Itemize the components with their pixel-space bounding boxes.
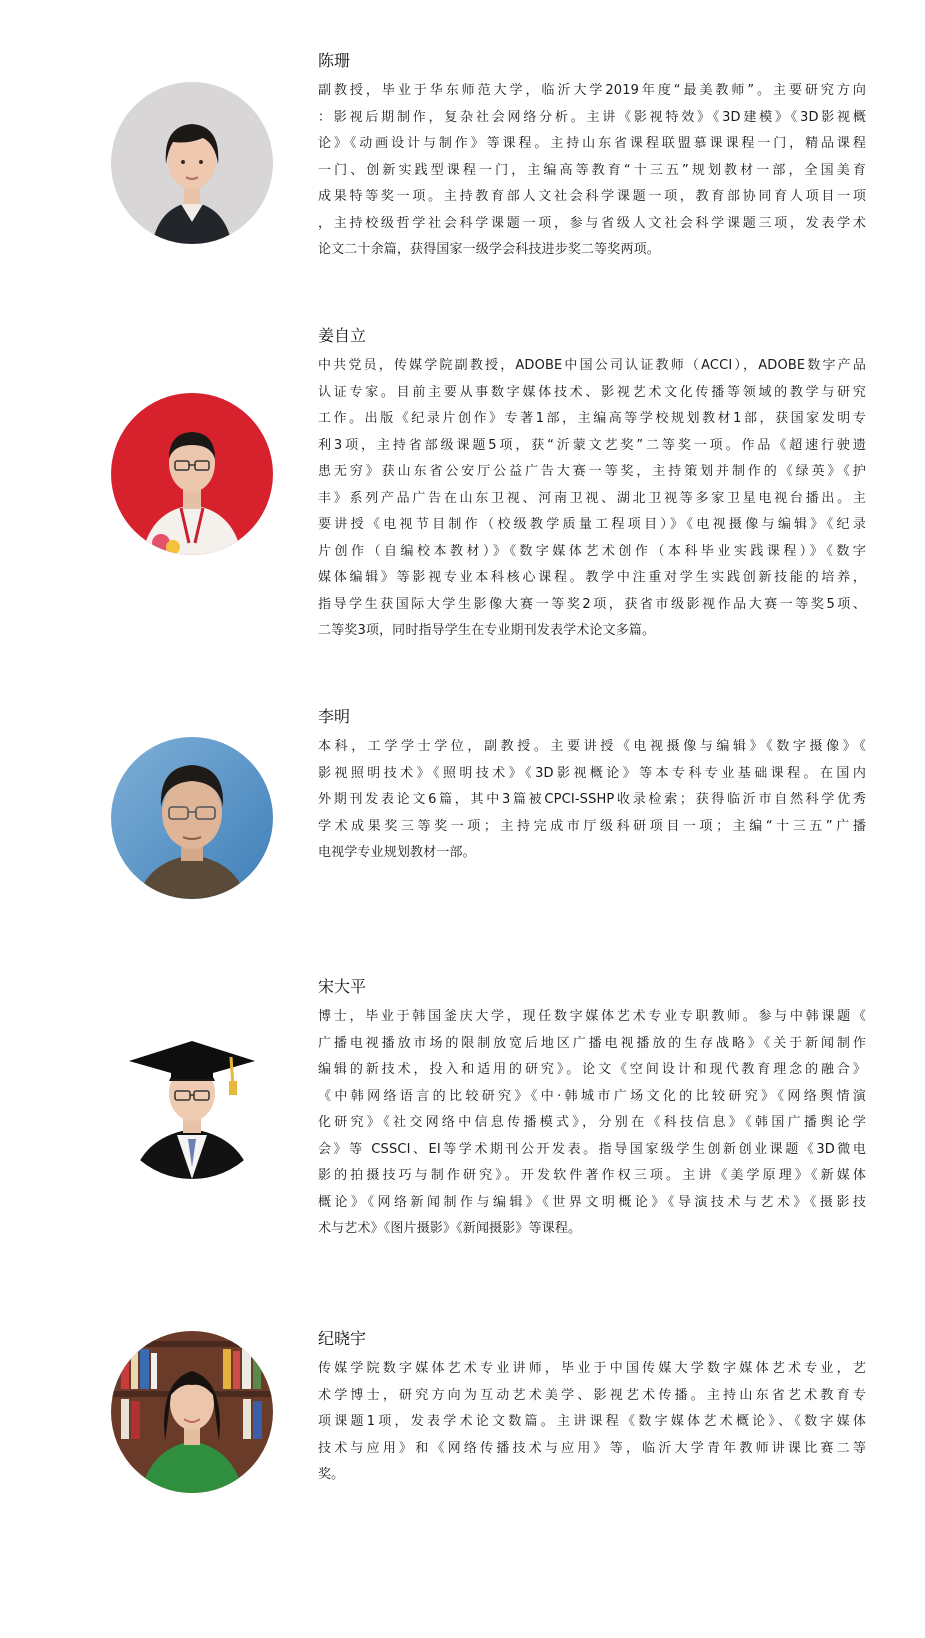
bio-line: 患无穷》获山东省公安厅公益广告大赛一等奖，主持策划并制作的《绿英》《护 bbox=[318, 464, 866, 479]
bio-line: 丰》系列产品广告在山东卫视、河南卫视、湖北卫视等多家卫星电视台播出。主 bbox=[318, 490, 866, 506]
portrait-photo bbox=[111, 393, 273, 555]
bio-line: 电视学专业规划教材一部。 bbox=[318, 845, 476, 860]
bio-line: 影的拍摄技巧与制作研究》。开发软件著作权三项。主讲《美学原理》《新媒体 bbox=[318, 1168, 866, 1183]
bio-line: 成果特等奖一项。主持教育部人文社会科学课题一项，教育部协同育人项目一项 bbox=[318, 189, 866, 204]
bio-line: 概论》《网络新闻制作与编辑》《世界文明概论》《导演技术与艺术》《摄影技 bbox=[318, 1194, 866, 1210]
portrait-photo bbox=[111, 1017, 273, 1179]
portrait-man-graduation-cap-icon bbox=[111, 1017, 273, 1179]
profile-bio bbox=[318, 734, 866, 867]
portrait-photo bbox=[111, 737, 273, 899]
bio-line: 论》《动画设计与制作》等课程。主持山东省课程联盟慕课课程一门，精品课程 bbox=[318, 136, 866, 151]
portrait-woman-short-hair-icon bbox=[111, 82, 273, 244]
bio-line: 项课题1项，发表学术论文数篇。主讲课程《数字媒体艺术概论》、《数字媒体 bbox=[318, 1414, 866, 1429]
bio-line: 外期刊发表论文6篇，其中3篇被CPCI-SSHP收录检索；获得临沂市自然科学优秀 bbox=[318, 792, 866, 807]
profile-name: 陈珊 bbox=[318, 51, 351, 70]
bio-line: 会》等 CSSCI、EI等学术期刊公开发表。指导国家级学生创新创业课题《3D微电 bbox=[318, 1141, 866, 1157]
bio-line: 化研究》《社交网络中信息传播模式》，分别在《科技信息》《韩国广播舆论学 bbox=[318, 1115, 866, 1130]
bio-line: 学术成果奖三等奖一项；主持完成市厅级科研项目一项；主编“十三五”广播 bbox=[318, 818, 866, 834]
portrait-woman-bookshelf-icon bbox=[111, 1331, 273, 1493]
profile-name: 纪晓宇 bbox=[318, 1329, 367, 1348]
bio-line: 片创作（自编校本教材）》《数字媒体艺术创作（本科毕业实践课程）》《数字 bbox=[318, 543, 866, 559]
bio-line: 广播电视播放市场的限制放宽后地区广播电视播放的生存战略》《关于新闻制作 bbox=[318, 1035, 866, 1051]
bio-line: 本科，工学学士学位，副教授。主要讲授《电视摄像与编辑》《数字摄像》《 bbox=[318, 739, 866, 754]
bio-line: 技术与应用》和《网络传播技术与应用》等，临沂大学青年教师讲课比赛二等 bbox=[318, 1440, 866, 1456]
bio-line: ：影视后期制作，复杂社会网络分析。主讲《影视特效》《3D建模》《3D影视概 bbox=[318, 109, 866, 125]
profile-name: 李明 bbox=[318, 707, 351, 726]
portrait-man-glasses-red-background-icon bbox=[111, 393, 273, 555]
bio-line: 副教授，毕业于华东师范大学，临沂大学2019年度“最美教师”。主要研究方向 bbox=[318, 83, 866, 98]
bio-line: 一门、创新实践型课程一门，主编高等教育“十三五”规划教材一部，全国美育 bbox=[318, 162, 866, 178]
profile-name: 姜自立 bbox=[318, 326, 367, 345]
bio-line: 认证专家。目前主要从事数字媒体技术、影视艺术文化传播等领域的教学与研究 bbox=[318, 384, 866, 400]
bio-line: 利3项，主持省部级课题5项，获“沂蒙文艺奖”二等奖一项。作品《超速行驶遗 bbox=[318, 437, 866, 453]
profile-bio bbox=[318, 1356, 866, 1489]
bio-line: 术学博士，研究方向为互动艺术美学、影视艺术传播。主持山东省艺术教育专 bbox=[318, 1387, 866, 1403]
bio-line: 指导学生获国际大学生影像大赛一等奖2项，获省市级影视作品大赛一等奖5项、 bbox=[318, 596, 866, 612]
bio-line: 二等奖3项，同时指导学生在专业期刊发表学术论文多篇。 bbox=[318, 623, 656, 638]
bio-line: 《中韩网络语言的比较研究》《中·韩城市广场文化的比较研究》《网络舆情演 bbox=[318, 1088, 866, 1104]
bio-line: 影视照明技术》《照明技术》《3D影视概论》等本专科专业基础课程。在国内 bbox=[318, 765, 866, 781]
bio-line: 奖。 bbox=[318, 1467, 345, 1482]
bio-line: 工作。出版《纪录片创作》专著1部，主编高等学校规划教材1部，获国家发明专 bbox=[318, 411, 866, 426]
bio-line: 术与艺术》《图片摄影》《新闻摄影》等课程。 bbox=[318, 1221, 582, 1236]
bio-line: 传媒学院数字媒体艺术专业讲师，毕业于中国传媒大学数字媒体艺术专业，艺 bbox=[318, 1361, 866, 1376]
portrait-photo bbox=[111, 82, 273, 244]
profile-name: 宋大平 bbox=[318, 977, 367, 996]
bio-line: 博士，毕业于韩国釜庆大学，现任数字媒体艺术专业专职教师。参与中韩课题《 bbox=[318, 1009, 866, 1024]
portrait-photo bbox=[111, 1331, 273, 1493]
profile-bio bbox=[318, 78, 866, 264]
bio-line: 要讲授《电视节目制作（校级教学质量工程项目）》《电视摄像与编辑》《纪录 bbox=[318, 517, 866, 532]
profile-bio bbox=[318, 353, 866, 645]
profile-bio bbox=[318, 1004, 866, 1243]
bio-line: 编辑的新技术，投入和适用的研究》。论文《空间设计和现代教育理念的融合》 bbox=[318, 1062, 866, 1077]
bio-line: 中共党员，传媒学院副教授，ADOBE中国公司认证教师（ACCI），ADOBE数字产品 bbox=[318, 358, 866, 373]
bio-line: 论文二十余篇，获得国家一级学会科技进步奖二等奖两项。 bbox=[318, 242, 660, 257]
portrait-man-glasses-blue-background-icon bbox=[111, 737, 273, 899]
bio-line: 媒体编辑》等影视专业本科核心课程。教学中注重对学生实践创新技能的培养， bbox=[318, 570, 866, 585]
bio-line: ，主持校级哲学社会科学课题一项，参与省级人文社会科学课题三项，发表学术 bbox=[318, 215, 866, 231]
